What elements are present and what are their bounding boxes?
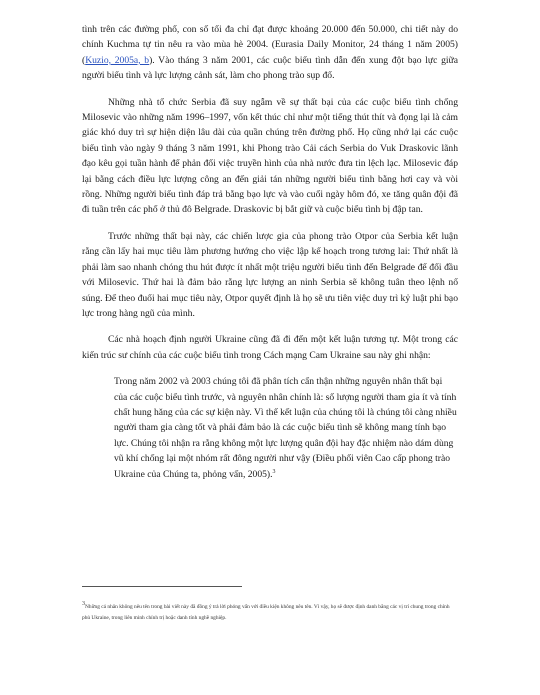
paragraph-1-text: tình trên các đường phố, con số tối đa chỉ đạt được khoảng 20.000 đến 50.000, chi tiết này do chính Kuchma tự tin nêu ra vào mùa hè 2004. (Eurasia Daily Monitor, 24 tháng 1 năm 2005) (: [82, 24, 458, 66]
footnote-text: Những cá nhân không nêu tên trong bài viết này đã đồng ý trả lời phỏng vấn với điều kiện không nêu tên. Vì vậy, họ sẽ được định danh bằng các vị trí chung trong chính phủ Ukraine, trong liên minh chính trị hoặc danh tính nghề nghiệp.: [82, 604, 450, 621]
block-quote-text: Trong năm 2002 và 2003 chúng tôi đã phân tích cẩn thận những nguyên nhân thất bại của các cuộc biểu tình trước, và nguyên nhân chính là: số lượng người tham gia ít và tính chất hung hăng của các sự kiện này. Vì thế kết luận của chúng tôi là chúng tôi càng nhiều người tham gia càng tốt và phải đảm bảo là các cuộc biểu tình sẽ không mang tính bạo lực. Chúng tôi nhận ra rằng không một lực lượng quân đội hay đặc nhiệm nào dám dùng vũ khí chống lại một nhóm rất đông người như vậy (Điều phối viên Cao cấp phong trào Ukraine của Chúng ta, phỏng vấn, 2005).: [114, 376, 457, 480]
footnote-number: 3: [82, 601, 85, 608]
paragraph-4: Các nhà hoạch định người Ukraine cũng đã đi đến một kết luận tương tự. Một trong các kiến trúc sư chính của các cuộc biểu tình trong Cách mạng Cam Ukraine sau này ghi nhận:: [82, 334, 458, 361]
paragraph-2: Những nhà tổ chức Serbia đã suy ngẫm về sự thất bại của các cuộc biểu tình chống Milosevic vào những năm 1996–1997, vốn kết thúc chỉ như một tiếng thút thít và đọng lại là cảm giác khó duy trì sự hiện diện lâu dài của quần chúng trên đường phố. Họ cũng nhớ lại các cuộc biểu tình vào ngày 9 tháng 3 năm 1991, khi Phong trào Cải cách Serbia do Vuk Draskovic lãnh đạo kêu gọi tuần hành để phản đối việc truyền hình của nhà nước đưa tin lệch lạc. Milosevic đáp lại bằng cách điều lực lượng công an đến giải tán những người biểu tình bằng hơi cay và vòi rồng. Những người biểu tình đáp trả bằng bạo lực và vào cuối ngày hôm đó, xe tăng quân đội đã đi tuần trên các phố ở thủ đô Belgrade. Draskovic bị bắt giữ và cuộc biểu tình bị đập tan.: [82, 96, 458, 216]
footnote-reference[interactable]: 3: [272, 468, 276, 475]
block-quote: [114, 374, 458, 482]
paragraph-3: Trước những thất bại này, các chiến lược gia của phong trào Otpor của Serbia kết luận rằng cần lấy hai mục tiêu làm phương hướng cho việc lập kế hoạch trong tương lai: Thứ nhất là phải làm sao nhanh chóng thu hút được ít nhất một triệu người biểu tình đến Belgrade để đối đầu với Milosevic. Thứ hai là đảm bảo rằng lực lượng an ninh Serbia sẽ không tuân theo lệnh nổ súng. Để theo đuổi hai mục tiêu này, Otpor quyết định là họ sẽ ưu tiên việc duy trì kỷ luật phi bạo lực trong hàng ngũ của mình.: [82, 230, 458, 319]
footnote-divider: [82, 586, 242, 587]
footnote: [82, 602, 457, 624]
citation-link[interactable]: Kuzio, 2005a, b: [85, 54, 150, 66]
paragraph-1: [82, 22, 458, 84]
paragraph-1-text-end: ). Vào tháng 3 năm 2001, các cuộc biểu tình dẫn đến xung đột bạo lực giữa người biểu tình và lực lượng cảnh sát, làm cho phong trào sụp đổ.: [82, 54, 458, 82]
